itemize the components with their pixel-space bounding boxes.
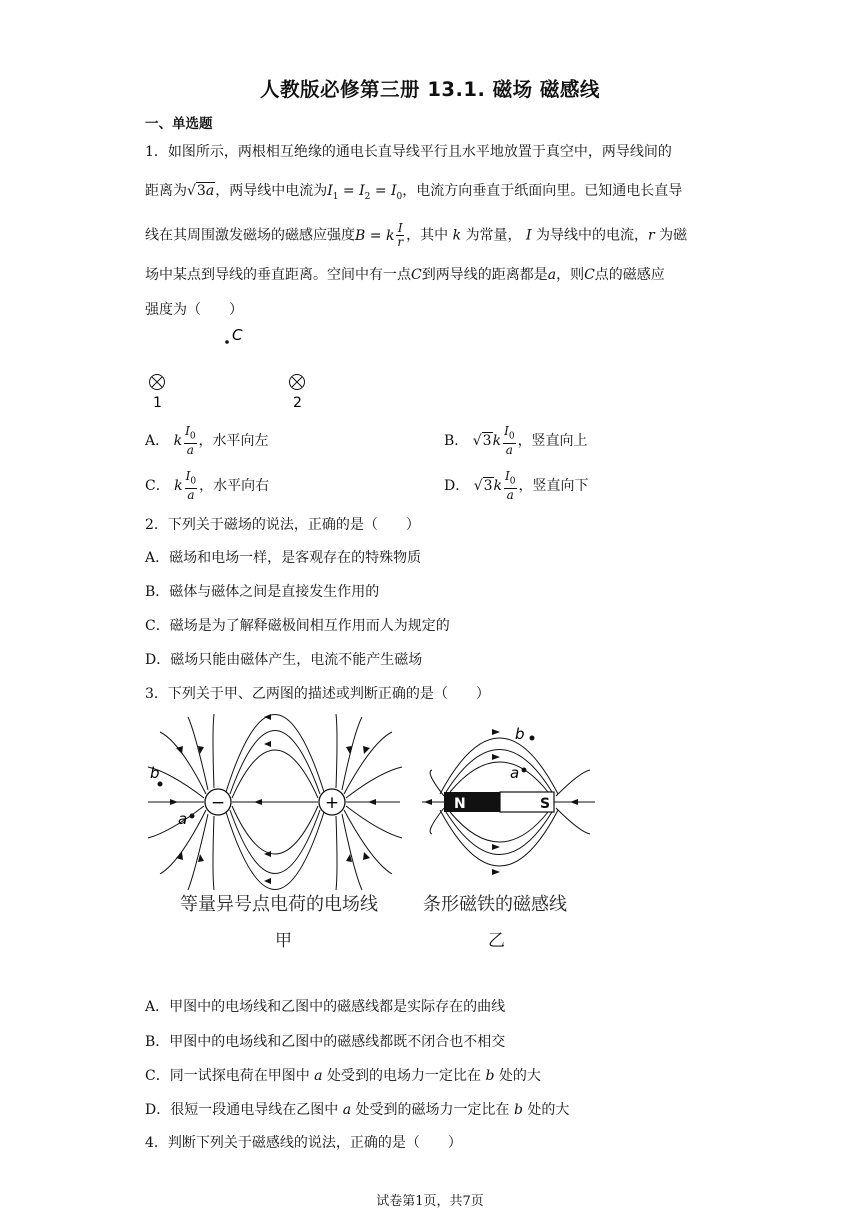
q1-line-2	[145, 180, 682, 202]
q2-option-c[interactable]: C．磁场是为了解释磁极间相互作用而人为规定的	[145, 618, 450, 634]
q3-stem: 3．下列关于甲、乙两图的描述或判断正确的是（ ）	[145, 686, 490, 702]
positive-charge-icon	[319, 789, 345, 815]
q2-stem: 2．下列关于磁场的说法，正确的是（ ）	[145, 517, 420, 533]
q1-l2c: ，电流方向垂直于纸面向里。已知通电长直导	[402, 183, 683, 199]
option-text: ，竖直向上	[517, 433, 588, 450]
wire-2-icon	[290, 375, 305, 390]
q1-option-a[interactable]: A． k $\frac{I_0}{a}$ ，水平向左	[145, 424, 269, 458]
point-b-label-left: b	[150, 764, 160, 782]
q3-d-b: b	[513, 1102, 523, 1118]
electric-field-lines	[148, 714, 402, 890]
q1-l4a: 场中某点到导线的垂直距离。空间中有一点	[145, 267, 411, 283]
q3-figure	[140, 712, 610, 952]
point-b-label-right: b	[515, 725, 525, 743]
q1-l3c: 为常量，	[465, 227, 522, 244]
page-title: 人教版必修第三册 13.1. 磁场 磁感线	[260, 78, 600, 101]
fig-left-caption: 等量异号点电荷的电场线	[180, 894, 378, 915]
q1-l3a: 线在其周围激发磁场的磁感应强度	[145, 227, 355, 244]
current-expr: $I_1 = I_2 = I_0$	[327, 183, 403, 202]
option-letter: D．	[444, 478, 470, 495]
option-letter: A．	[145, 433, 170, 450]
option-text: ，水平向左	[198, 433, 269, 450]
point-a-label-left: a	[178, 810, 188, 828]
wire-2-label: 2	[293, 395, 302, 411]
fig-left-label: 甲	[275, 931, 292, 951]
section-heading: 一、单选题	[145, 116, 213, 132]
q1-l4b: 到两导线的距离都是	[421, 267, 548, 283]
bar-magnet	[444, 792, 554, 812]
point-c-label: C	[232, 326, 243, 344]
point-a-dot-right	[522, 768, 527, 773]
point-b-dot-left	[158, 782, 163, 787]
point-a-dot-left	[190, 814, 195, 819]
fig-right-label: 乙	[488, 931, 505, 951]
q2-option-d[interactable]: D．磁场只能由磁体产生，电流不能产生磁场	[145, 652, 423, 668]
q3-d-part1: D．很短一段通电导线在乙图中	[145, 1102, 343, 1118]
q3-option-a[interactable]: A．甲图中的电场线和乙图中的磁感线都是实际存在的曲线	[145, 999, 506, 1015]
q1-l3b: ，其中	[406, 227, 449, 244]
q3-c-part1: C．同一试探电荷在甲图中	[145, 1068, 315, 1084]
point-c-dot	[225, 340, 229, 344]
negative-charge-icon	[205, 789, 231, 815]
q3-d-part2: 处受到的磁场力一定比在	[351, 1102, 514, 1118]
magnet-s-label: S	[540, 796, 551, 812]
q1-l2a: 距离为	[145, 183, 187, 199]
q3-c-part3: 处的大	[494, 1068, 541, 1084]
q1-option-d[interactable]: D． √3k $\frac{I_0}{a}$ ，竖直向下	[444, 469, 589, 503]
q2-option-a[interactable]: A．磁场和电场一样，是客观存在的特殊物质	[145, 550, 422, 566]
q1-l4c: ，则	[556, 267, 585, 283]
q3-option-d[interactable]	[145, 1099, 569, 1119]
q3-option-b[interactable]: B．甲图中的电场线和乙图中的磁感线都既不闭合也不相交	[145, 1034, 506, 1050]
q1-l2b: ，两导线中电流为	[215, 183, 328, 199]
q3-c-a: a	[314, 1068, 323, 1084]
q3-option-c[interactable]	[145, 1065, 541, 1085]
sqrt3a-expr: √3a	[187, 183, 215, 199]
q3-d-a: a	[342, 1102, 352, 1118]
fig-right-caption: 条形磁铁的磁感线	[423, 894, 567, 915]
q3-d-part3: 处的大	[522, 1102, 570, 1118]
point-a-label-right: a	[510, 764, 520, 782]
q4-stem: 4．判断下列关于磁感线的说法，正确的是（ ）	[145, 1135, 462, 1151]
q1-option-b[interactable]: B． √3k $\frac{I_0}{a}$ ，竖直向上	[444, 424, 588, 458]
minus-sign: −	[210, 793, 226, 813]
option-letter: B．	[444, 433, 469, 450]
wire-1-label: 1	[153, 395, 162, 411]
q1-line-4: 场中某点到导线的垂直距离。空间中有一点C到两导线的距离都是a，则C点的磁感应	[145, 267, 665, 283]
q1-l3d: 为导线中的电流，	[536, 227, 648, 244]
wire-1-icon	[150, 375, 165, 390]
option-letter: C．	[145, 478, 170, 495]
option-text: ，竖直向下	[518, 478, 589, 495]
q1-l3e: 为磁	[659, 227, 688, 244]
magnet-n-label: N	[454, 796, 466, 812]
page-footer: 试卷第1页，共7页	[376, 1194, 484, 1209]
plus-sign: +	[324, 793, 340, 813]
q3-c-b: b	[485, 1068, 495, 1084]
q1-line-1: 1．如图所示，两根相互绝缘的通电长直导线平行且水平地放置于真空中，两导线间的	[145, 144, 672, 160]
q1-wires-figure	[140, 322, 320, 414]
q2-option-b[interactable]: B．磁体与磁体之间是直接发生作用的	[145, 584, 380, 600]
q3-c-part2: 处受到的电场力一定比在	[322, 1068, 486, 1084]
q1-line-5: 强度为（ ）	[145, 302, 243, 318]
q1-l4d: 点的磁感应	[594, 267, 665, 283]
option-text: ，水平向右	[199, 478, 270, 495]
q1-option-c[interactable]: C． k $\frac{I_0}{a}$ ，水平向右	[145, 469, 270, 503]
point-b-dot-right	[530, 736, 535, 741]
formula-b: B = k $\frac{I}{r}$	[355, 221, 404, 249]
q1-line-3: 线在其周围激发磁场的磁感应强度B = k $\frac{I}{r}$ ，其中 k 为常量， I 为导线中的电流，r 为磁	[145, 221, 688, 249]
